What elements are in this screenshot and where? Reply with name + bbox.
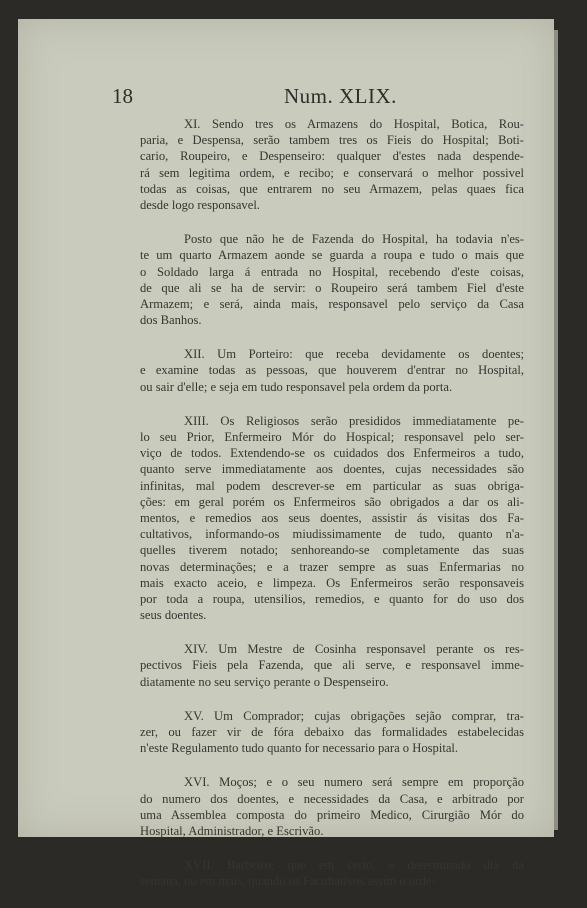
text-line: desde logo responsavel. [140, 197, 260, 212]
text-line: XI. Sendo tres os Armazens do Hospital, Botica, Rou- [184, 117, 524, 131]
text-line: n'este Regulamento tudo quanto for necessario para o Hospital. [140, 741, 459, 756]
page-header [112, 84, 532, 114]
text-line: ções: em geral porém os Enfermeiros são obrigados a dar os ali- [140, 494, 524, 509]
text-line: do numero dos doentes, e necessidades da Casa, e arbitrado por [140, 791, 524, 806]
text-line: cultativos, informando-os miudissimamente de tudo, quanto n'a- [140, 527, 524, 542]
paragraph [140, 231, 524, 328]
text-line: diatamente no seu serviço perante o Despenseiro. [140, 674, 389, 689]
text-line: XV. Um Comprador; cujas obrigações sejão comprar, tra- [184, 708, 524, 723]
text-line: todas as coisas, que entrarem no seu Armazem, pelas quaes fica [140, 181, 524, 196]
text-line: cario, Roupeiro, e Despenseiro: qualquer d'estes nada despende- [140, 149, 524, 164]
text-line: dos Banhos. [140, 313, 202, 328]
paragraph [140, 346, 524, 395]
paragraph [140, 774, 524, 839]
paragraph [140, 641, 524, 690]
text-line: viço de todos. Extendendo-se os cuidados dos Enfermeiros a tudo, [140, 446, 524, 461]
text-line: pectivos Fieis pela Fazenda, que ali serve, e responsavel imme- [140, 658, 524, 673]
text-line: ou sair d'elle; e seja em tudo responsavel pela ordem da porta. [140, 379, 453, 394]
text-line: zer, ou fazer vir de fóra debaixo das formalidades estabelecidas [140, 725, 524, 739]
document-body [140, 116, 524, 908]
text-line: uma Assemblea composta do primeiro Medico, Cirurgião Mór do [140, 807, 524, 822]
text-line: mentos, e remedios aos seus doentes, assistir ás visitas dos Fa- [140, 510, 524, 525]
paragraph [140, 708, 524, 757]
text-line: por toda a roupa, utensilios, remedios, e quanto for do uso dos [140, 591, 524, 606]
text-line: lo seu Prior, Enfermeiro Mór do Hospical; responsavel pelo ser- [140, 430, 524, 444]
paragraph [140, 857, 524, 889]
text-line: seus doentes. [140, 608, 207, 623]
text-line: infinitas, mal podem descrever-se em particular as suas obriga- [140, 478, 524, 493]
text-line: te um quarto Armazem aonde se guarda a roupa e tudo o mais que [140, 248, 524, 263]
text-line: de que ali se ha de servir: o Roupeiro será tambem Fiel d'este [140, 280, 524, 295]
text-line: XII. Um Porteiro: que receba devidamente os doentes; [184, 347, 524, 362]
text-line: XVII. Barbeiro; que em certo, e determinado dia da [184, 858, 524, 873]
text-line: o Soldado larga á entrada no Hospital, recebendo d'este coisas, [140, 264, 524, 279]
text-line: XIII. Os Religiosos serão presididos immediatamente pe- [184, 413, 524, 428]
text-line: quelles tiverem notado; senhoreando-se completamente das suas [140, 543, 524, 558]
running-head: Num. XLIX. [284, 84, 397, 108]
paragraph [140, 413, 524, 623]
text-line: Hospital, Administrador, e Escrivão. [140, 823, 324, 838]
text-line: Posto que não he de Fazenda do Hospital, ha todavia n'es- [184, 232, 524, 247]
page-number: 18 [112, 84, 133, 108]
text-line: mais exacto aceio, e limpeza. Os Enfermeiros serão responsaveis [140, 575, 524, 590]
text-line: quanto serve immediatamente aos doentes, cujas necessidades são [140, 462, 524, 477]
text-line: Armazem; e será, ainda mais, responsavel pelo serviço da Casa [140, 296, 524, 311]
text-line: novas determinações; e a trazer sempre as suas Enfermarias no [140, 559, 524, 574]
text-line: XVI. Moços; e o seu numero será sempre em proporção [184, 775, 524, 790]
text-line: semana, ou em mais, quando os Facultativos assim o orde- [140, 874, 436, 889]
text-line: e examine todas as pessoas, que houverem d'entrar no Hospital, [140, 363, 524, 378]
paragraph [140, 116, 524, 213]
text-line: XIV. Um Mestre de Cosinha responsavel perante os res- [184, 642, 524, 657]
text-line: rá sem legitima ordem, e recibo; e conservará o melhor possivel [140, 165, 524, 180]
text-line: paria, e Despensa, serão tambem tres os Fieis do Hospital; Boti- [140, 133, 524, 148]
